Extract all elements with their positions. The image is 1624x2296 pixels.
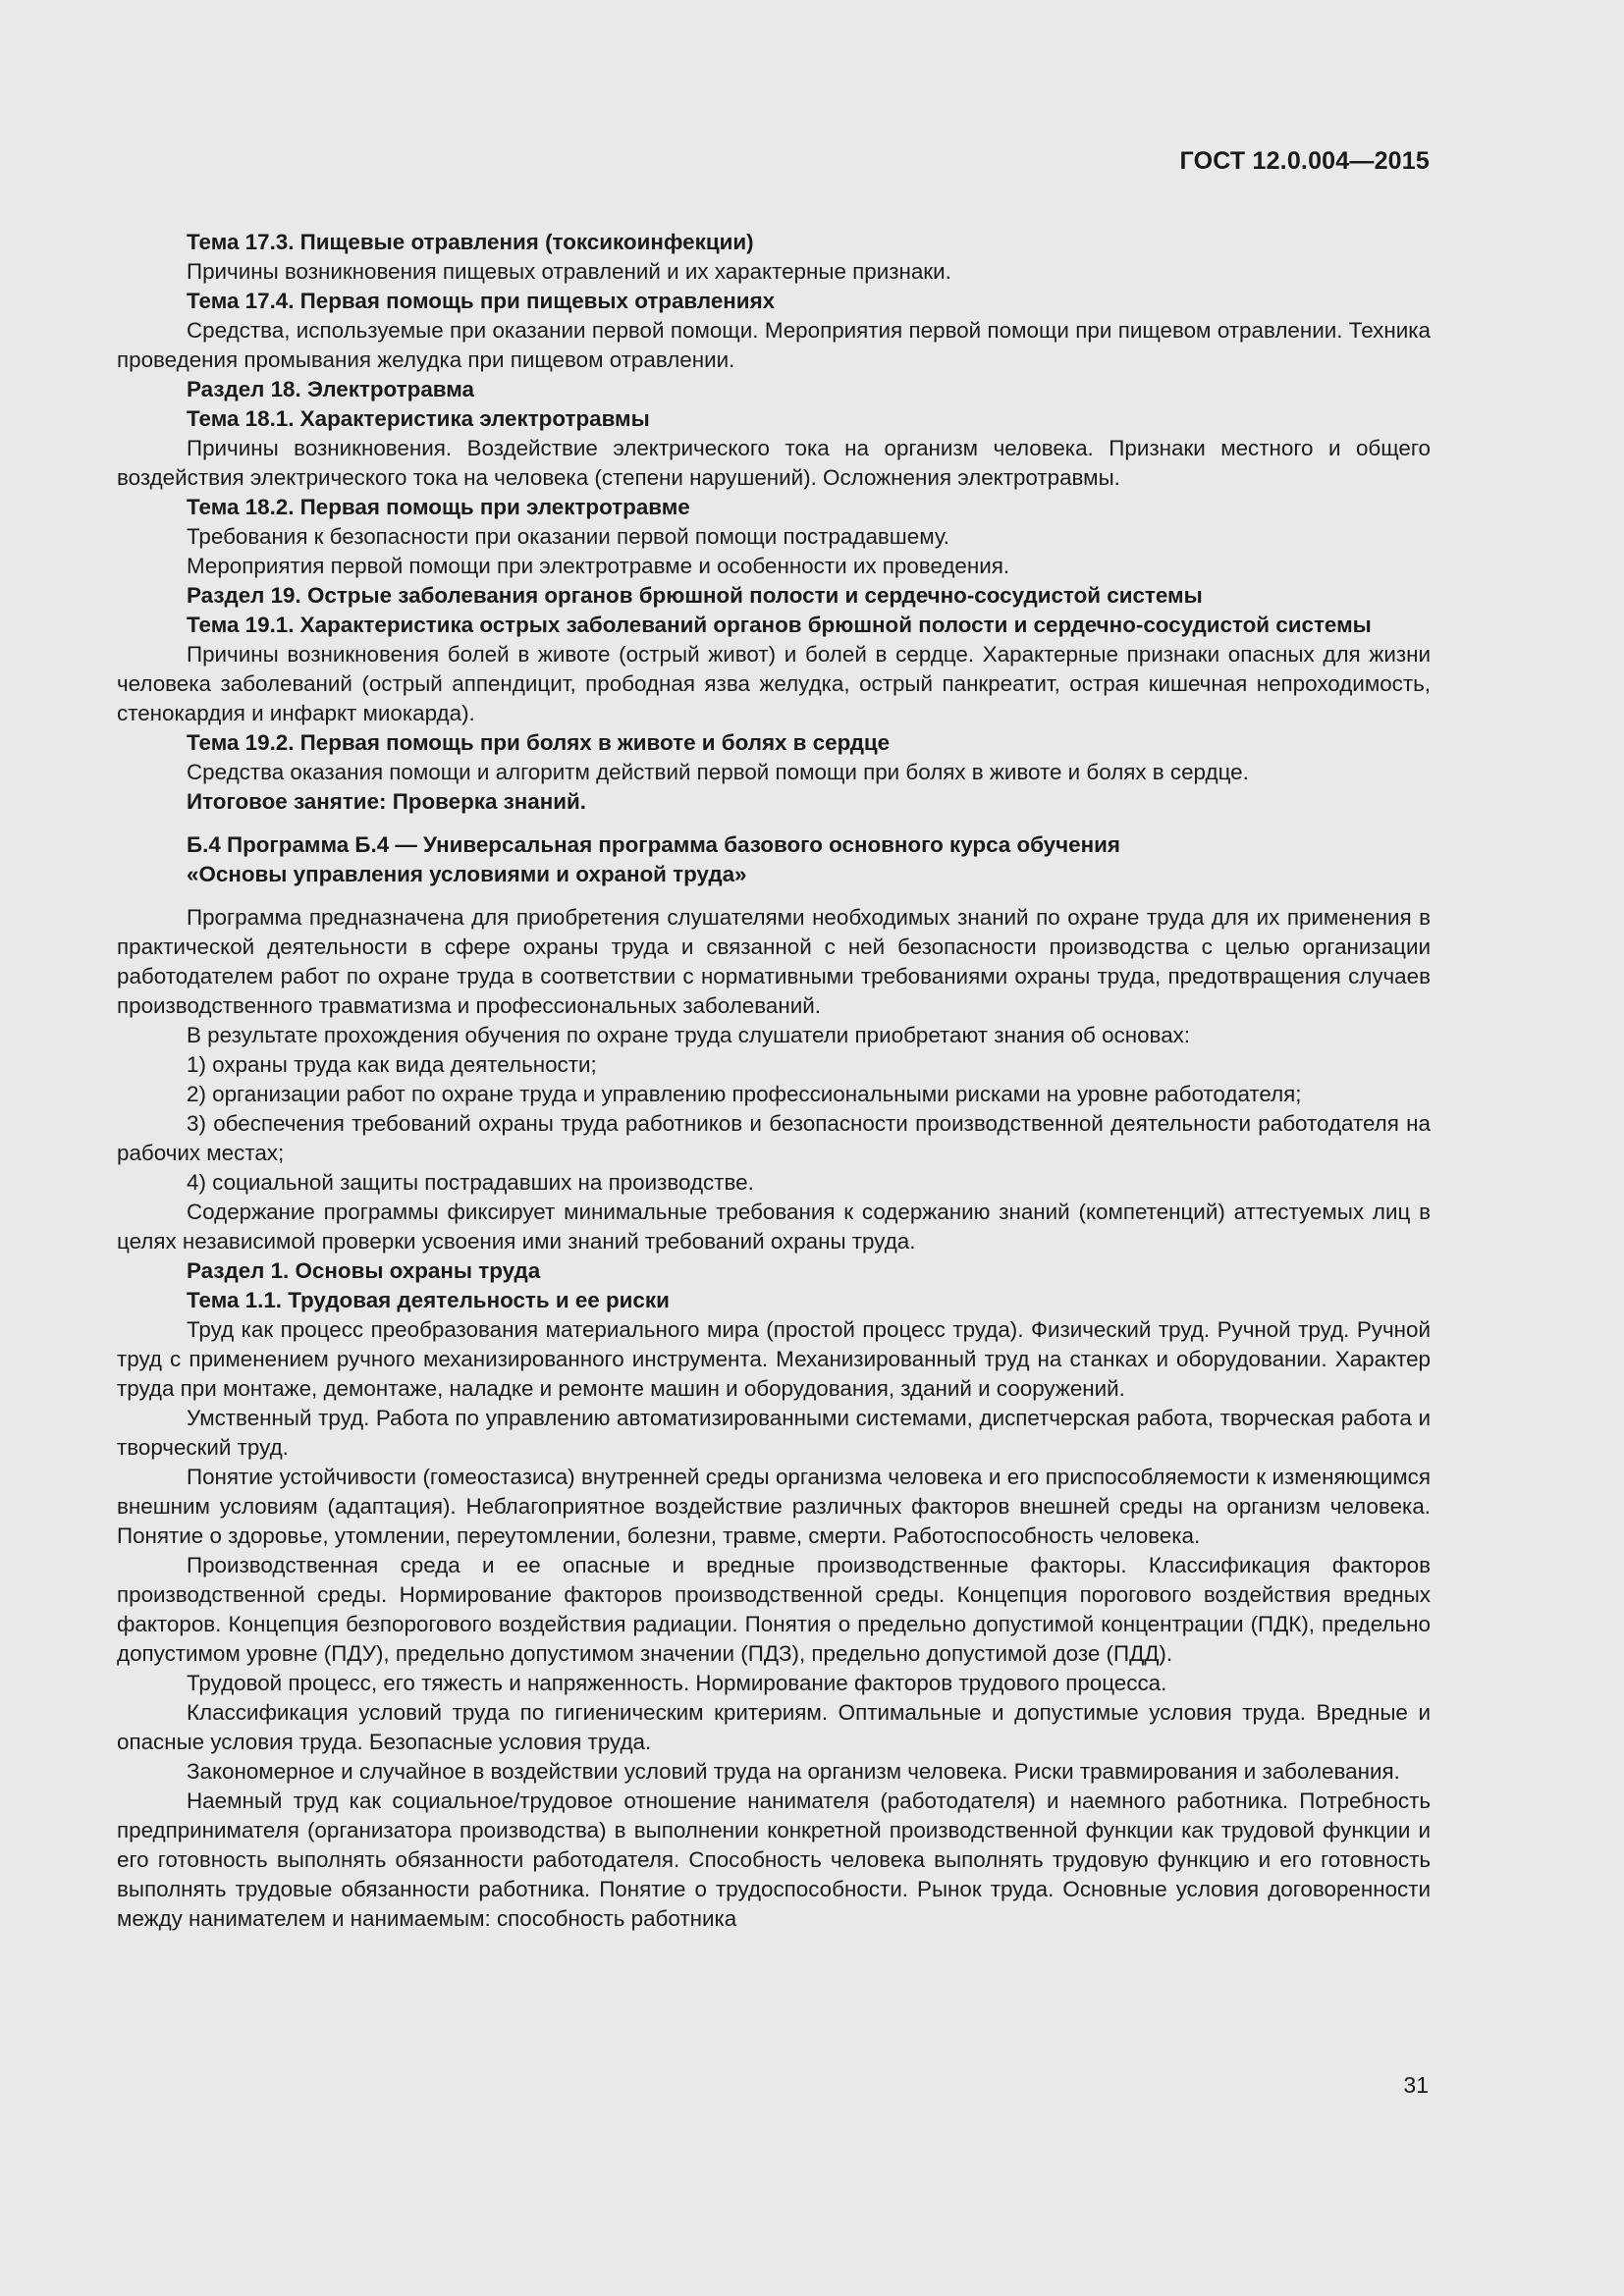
paragraph: Причины возникновения пищевых отравлений и их характерные признаки. (187, 259, 951, 284)
paragraph: Тема 17.4. Первая помощь при пищевых отравлениях (187, 289, 776, 313)
paragraph: Тема 18.2. Первая помощь при электротравме (187, 495, 690, 519)
program-title: «Основы управления условиями и охраной труда» (187, 862, 747, 886)
paragraph: Закономерное и случайное в воздействии условий труда на организм человека. Риски травмирования и заболевания. (187, 1759, 1400, 1784)
paragraph: Причины возникновения. Воздействие электрического тока на организм человека. Признаки местного и общего воздействия электрического тока на человека (степени нарушений). Осложнения электротравмы. (117, 436, 1431, 490)
paragraph: Тема 19.1. Характеристика острых заболеваний органов брюшной полости и сердечно-сосудистой системы (187, 613, 1372, 637)
paragraph: Наемный труд как социальное/трудовое отношение нанимателя (работодателя) и наемного работника. Потребность предпринимателя (организатора производства) в выполнении конкретной производственной функции как трудовой функции и его готовность выполнять обязанности работодателя. Способность человека выполнять трудовую функцию и его готовность выполнять трудовые обязанности работника. Понятие о трудоспособности. Рынок труда. Основные условия договоренности между нанимателем и нанимаемым: способность работника (117, 1789, 1431, 1931)
paragraph: Труд как процесс преобразования материального мира (простой процесс труда). Физический труд. Ручной труд. Ручной труд с применением ручного механизированного инструмента. Механизированный труд на станках и оборудовании. Характер труда при монтаже, демонтаже, наладке и ремонте машин и оборудования, зданий и сооружений. (117, 1317, 1431, 1401)
paragraph: В результате прохождения обучения по охране труда слушатели приобретают знания об основах: (187, 1023, 1191, 1047)
paragraph: Раздел 1. Основы охраны труда (187, 1258, 541, 1283)
paragraph: Средства, используемые при оказании первой помощи. Мероприятия первой помощи при пищевом отравлении. Техника проведения промывания желудка при пищевом отравлении. (117, 318, 1431, 372)
program-title: Б.4 Программа Б.4 — Универсальная программа базового основного курса обучения (187, 832, 1120, 857)
paragraph: Умственный труд. Работа по управлению автоматизированными системами, диспетчерская работа, творческая работа и творческий труд. (117, 1406, 1431, 1460)
paragraph: Трудовой процесс, его тяжесть и напряженность. Нормирование факторов трудового процесса. (187, 1671, 1167, 1695)
paragraph: Производственная среда и ее опасные и вредные производственные факторы. Классификация факторов производственной среды. Нормирование факторов производственной среды. Концепция порогового воздействия вредных факторов. Концепция безпорогового воздействия радиации. Понятия о предельно допустимой концентрации (ПДК), предельно допустимом уровне (ПДУ), предельно допустимом значении (ПДЗ), предельно допустимой дозе (ПДД). (117, 1553, 1431, 1666)
paragraph: Программа предназначена для приобретения слушателями необходимых знаний по охране труда для их применения в практической деятельности в сфере охраны труда и связанной с ней безопасности производства с целью организации работодателем работ по охране труда в соответствии с нормативными требованиями охраны труда, предотвращения случаев производственного травматизма и профессиональных заболеваний. (117, 905, 1431, 1018)
list-item: 2) организации работ по охране труда и управлению профессиональными рисками на уровне работодателя; (187, 1082, 1302, 1106)
page-number: 31 (1403, 2072, 1429, 2098)
paragraph: Тема 1.1. Трудовая деятельность и ее риски (187, 1288, 670, 1312)
paragraph: Раздел 19. Острые заболевания органов брюшной полости и сердечно-сосудистой системы (187, 583, 1203, 608)
paragraph: Средства оказания помощи и алгоритм действий первой помощи при болях в животе и болях в сердце. (187, 760, 1249, 784)
paragraph: Причины возникновения болей в животе (острый живот) и болей в сердце. Характерные признаки опасных для жизни человека заболеваний (острый аппендицит, прободная язва желудка, острый панкреатит, острая кишечная непроходимость, стенокардия и инфаркт миокарда). (117, 642, 1431, 725)
paragraph: Итоговое занятие: Проверка знаний. (187, 789, 587, 814)
paragraph: Требования к безопасности при оказании первой помощи пострадавшему. (187, 524, 950, 549)
list-item: 1) охраны труда как вида деятельности; (187, 1052, 597, 1077)
paragraph: Тема 19.2. Первая помощь при болях в животе и болях в сердце (187, 730, 891, 755)
paragraph: Содержание программы фиксирует минимальные требования к содержанию знаний (компетенций) аттестуемых лиц в целях независимой проверки усвоения ими знаний требований охраны труда. (117, 1200, 1431, 1254)
list-item: 4) социальной защиты пострадавших на производстве. (187, 1170, 754, 1195)
paragraph: Классификация условий труда по гигиеническим критериям. Оптимальные и допустимые условия труда. Вредные и опасные условия труда. Безопасные условия труда. (117, 1700, 1431, 1754)
document-body (117, 228, 1431, 1934)
document-header: ГОСТ 12.0.004—2015 (1179, 147, 1430, 175)
list-item: 3) обеспечения требований охраны труда работников и безопасности производственной деятельности работодателя на рабочих местах; (117, 1111, 1431, 1165)
paragraph: Тема 17.3. Пищевые отравления (токсикоинфекции) (187, 230, 754, 254)
paragraph: Мероприятия первой помощи при электротравме и особенности их проведения. (187, 554, 1010, 578)
paragraph: Раздел 18. Электротравма (187, 377, 474, 401)
paragraph: Тема 18.1. Характеристика электротравмы (187, 406, 650, 431)
paragraph: Понятие устойчивости (гомеостазиса) внутренней среды организма человека и его приспособляемости к изменяющимся внешним условиям (адаптация). Неблагоприятное воздействие различных факторов внешней среды на организм человека. Понятие о здоровье, утомлении, переутомлении, болезни, травме, смерти. Работоспособность человека. (117, 1465, 1431, 1548)
